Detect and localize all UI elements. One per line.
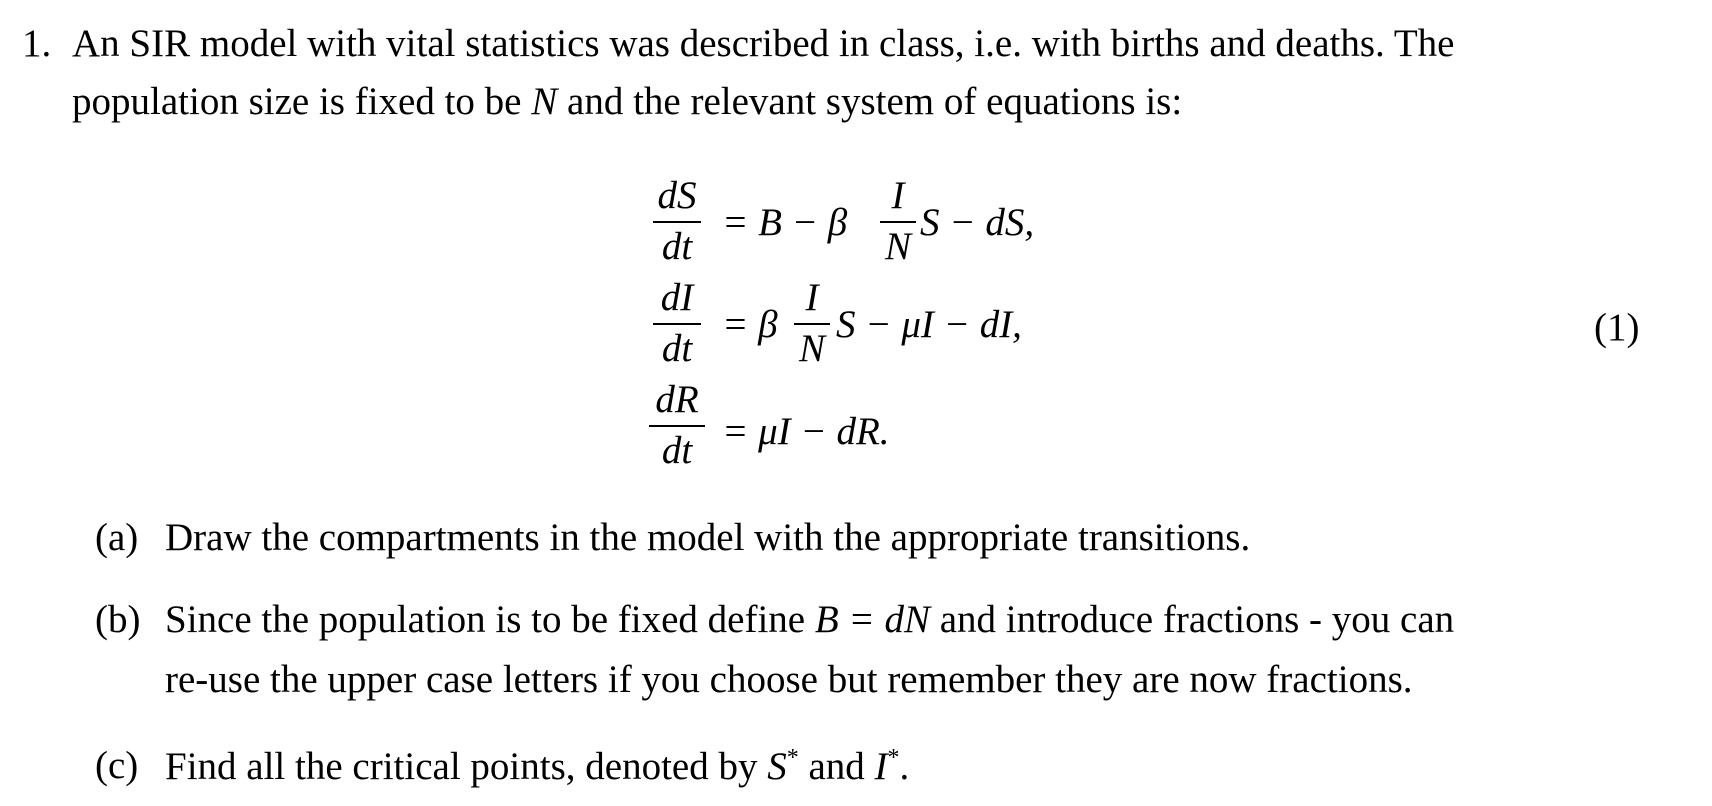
eq1-fraction-i-over-n: I N (880, 176, 916, 266)
eq1-rhs-part2: S − dS, (920, 201, 1035, 244)
problem-intro-line2: population size is fixed to be N and the relevant system of equations is: (72, 80, 1183, 123)
lhs-fraction-dr-dt: dR dt (649, 380, 705, 470)
problem-number: 1. (22, 22, 52, 65)
equation-number: (1) (1594, 306, 1640, 349)
part-c-text: Find all the critical points, denoted by S* and I*. (165, 745, 910, 788)
lhs-fraction-di-dt: dI dt (653, 278, 701, 368)
part-a-label: (a) (95, 516, 139, 559)
part-a-text: Draw the compartments in the model with the appropriate transitions. (165, 516, 1251, 559)
part-b-text-line1: Since the population is to be fixed define B = dN and introduce fractions - you can (165, 598, 1455, 641)
eq2-rhs-part2: S − μI − dI, (836, 303, 1022, 346)
eq2-rhs-part1: = β (722, 303, 778, 346)
eq2-fraction-i-over-n: I N (794, 278, 830, 368)
part-b-label: (b) (95, 598, 141, 641)
lhs-fraction-ds-dt: dS dt (653, 176, 701, 266)
eq1-rhs-part1: = B − β (722, 201, 848, 244)
problem-intro-line1: An SIR model with vital statistics was described in class, i.e. with births and deaths. The (72, 22, 1455, 65)
part-b-text-line2: re-use the upper case letters if you choose but remember they are now fractions. (165, 658, 1413, 701)
part-c-label: (c) (95, 744, 139, 787)
eq3-rhs: = μI − dR. (722, 410, 890, 453)
